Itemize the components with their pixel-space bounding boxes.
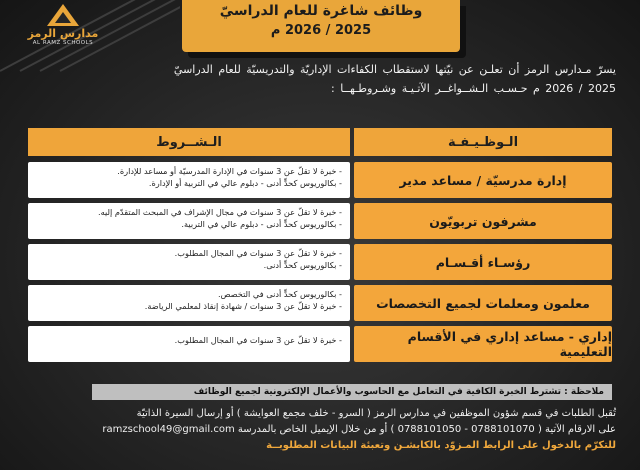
- school-logo: [18, 4, 108, 46]
- condition-line: - خبرة لا تقلّ عن 3 سنوات في الإدارة المدرسيّة أو مساعد للإدارة.: [117, 166, 342, 176]
- job-conditions: [28, 326, 350, 362]
- table-row: [28, 162, 612, 198]
- footer-line-3: للتكرّم بالدخول على الرابط المـزوّد بالكابشـن وتعبئة البيانات المطلوبــة: [266, 440, 616, 451]
- job-title: رؤسـاء أقـسـام: [354, 244, 612, 280]
- table-row: [28, 285, 612, 321]
- logo-triangle-icon: [47, 4, 79, 26]
- table-row: [28, 203, 612, 239]
- logo-arabic-name: مدارس الرمز: [27, 27, 99, 40]
- job-title: مشرفون تربويّون: [354, 203, 612, 239]
- condition-line: - بكالوريوس كحدٍّ أدنى - دبلوم عالي في التربية أو الإدارة.: [148, 178, 342, 188]
- job-conditions: [28, 285, 350, 321]
- condition-line: - خبرة لا تقلّ عن 3 سنوات / شهادة إنقاذ لمعلمي الرياضة.: [144, 301, 342, 311]
- job-conditions: [28, 244, 350, 280]
- job-conditions: [28, 162, 350, 198]
- condition-line: - خبرة لا تقلّ عن 3 سنوات في المجال المطلوب.: [174, 335, 342, 345]
- job-title: إداري - مساعد إداري في الأقسام التعليمية: [354, 326, 612, 362]
- footer-line-1: تُقبل الطلبات في قسم شؤون الموظفين في مدارس الرمز ( السرو - خلف مجمع العوايشة ) أو إرسال السيرة الذاتيّة: [136, 408, 616, 419]
- condition-line: - خبرة لا تقلّ عن 3 سنوات في مجال الإشراف في المبحث المتقدّم إليه.: [98, 207, 342, 217]
- job-title: معلمون ومعلمات لجميع التخصصات: [354, 285, 612, 321]
- condition-line: - بكالوريوس كحدٍّ أدنى في التخصص.: [218, 289, 342, 299]
- table-row: [28, 244, 612, 280]
- condition-line: - خبرة لا تقلّ عن 3 سنوات في المجال المطلوب.: [174, 248, 342, 258]
- condition-line: - بكالوريوس كحدٍّ أدنى.: [263, 260, 342, 270]
- table-header: [28, 128, 612, 156]
- note-bar: ملاحظة : تشترط الخبرة الكافية في التعامل مع الحاسوب والأعمال الإلكترونية لجميع الوظائف: [92, 384, 612, 400]
- page-title: وظائف شاغرة للعام الدراسيّ: [219, 3, 423, 19]
- logo-english-name: AL RAMZ SCHOOLS: [32, 40, 94, 46]
- intro-paragraph: [16, 60, 616, 98]
- footer-line-2: على الارقام الآتية ( 0788101070 - 0788101050 ) أو من خلال الإيميل الخاص بالمدرسة ramzschool49@gmail.com: [102, 424, 616, 435]
- condition-line: - بكالوريوس كحدٍّ أدنى - دبلوم عالي في التربية.: [181, 219, 342, 229]
- intro-line-1: يسرّ مـدارس الرمز أن تعلـن عن نيّتها لاستقطاب الكفاءات الإداريّة والتدريسيّة للعام الدراسيّ: [173, 63, 616, 76]
- title-banner: [182, 0, 460, 52]
- header-conditions: الـشــروط: [28, 128, 350, 156]
- vacancies-table: [28, 128, 612, 367]
- application-instructions: [16, 406, 616, 454]
- job-title: إدارة مدرسيّة / مساعد مدير: [354, 162, 612, 198]
- job-conditions: [28, 203, 350, 239]
- header-job: الـوظـيـفـة: [354, 128, 612, 156]
- academic-year: 2025 / 2026 م: [270, 23, 372, 38]
- intro-line-2: 2025 / 2026 م حـسـب الـشــواغــر الآتـيـة وشـروطـهــا :: [331, 82, 616, 95]
- table-row: [28, 326, 612, 362]
